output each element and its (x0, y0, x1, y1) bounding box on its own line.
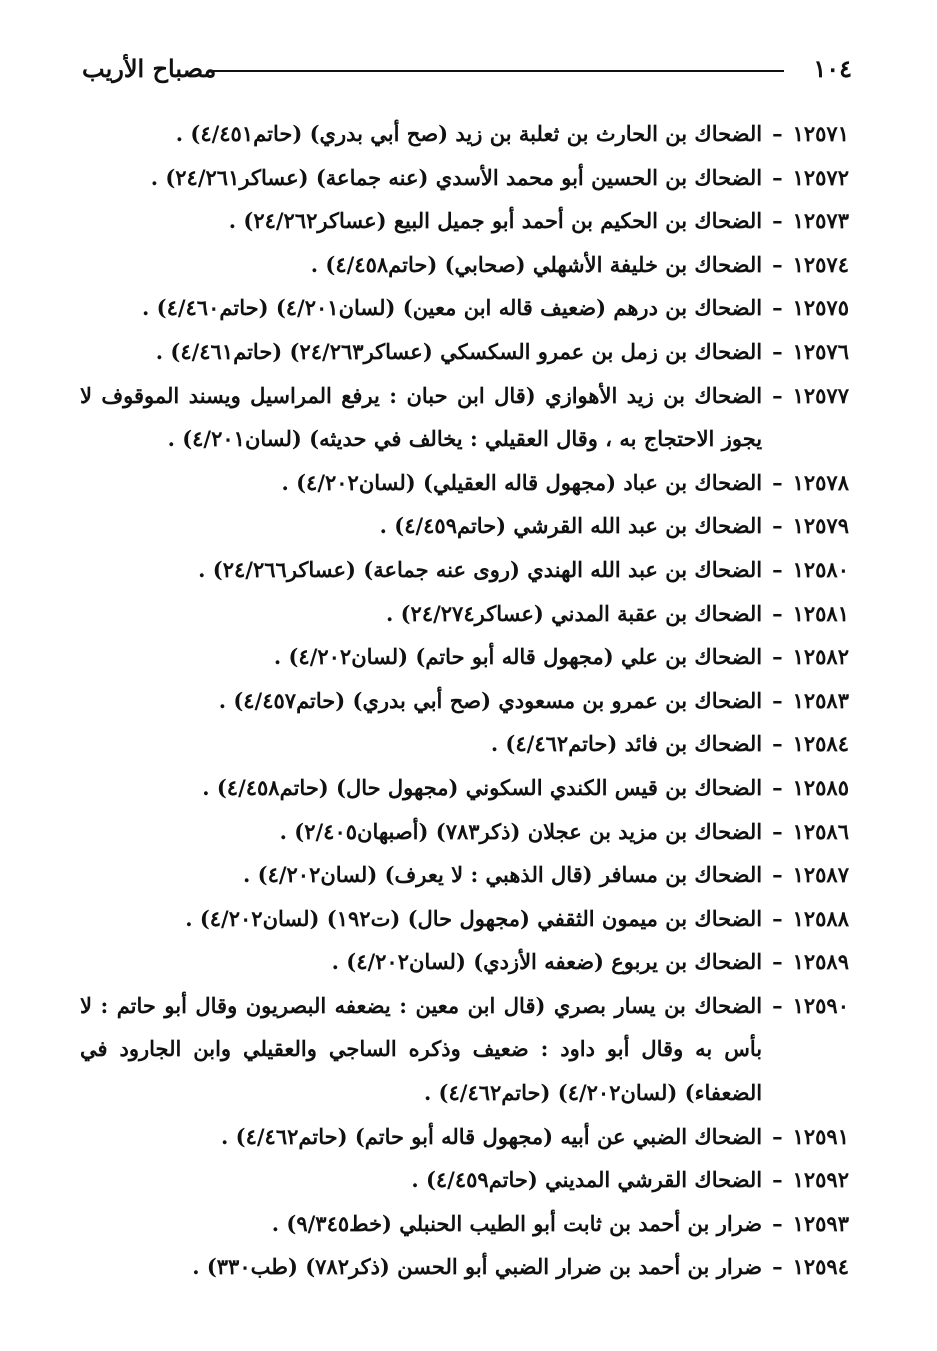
entry-number: ١٢٥٧٧ (792, 382, 849, 408)
entry-number: ١٢٥٧٦ (792, 338, 849, 364)
entry-number: ١٢٥٨٣ (792, 687, 849, 713)
entry (80, 897, 849, 941)
entry (80, 810, 849, 854)
entry-text: الضحاك بن زيد الأهوازي (قال ابن حبان : يرفع المراسيل ويسند الموقوف لا يجوز الاحتجاج به ، وقال العقيلي : يخالف في حديثه) (لسان٤/٢٠١) . (80, 382, 763, 452)
entry-number: ١٢٥٩٣ (792, 1210, 849, 1236)
entry-dash: – (772, 1254, 783, 1280)
entry-number: ١٢٥٩٤ (792, 1254, 849, 1280)
entry-dash: – (772, 513, 783, 539)
entry-dash: – (772, 992, 783, 1018)
entry-text: الضحاك بن قيس الكندي السكوني (مجهول حال) (حاتم٤/٤٥٨) . (202, 774, 763, 800)
entry-dash: – (772, 164, 783, 190)
entry-text: الضحاك بن الحكيم بن أحمد أبو جميل البيع (عساكر٢٤/٢٦٢) . (228, 208, 763, 234)
entry-number: ١٢٥٨٧ (792, 862, 849, 888)
entry-dash: – (772, 382, 783, 408)
entry-text: الضحاك بن خليفة الأشهلي (صحابي) (حاتم٤/٤٥٨) . (310, 251, 763, 277)
entry-number: ١٢٥٨٠ (792, 556, 849, 582)
entry-text: الضحاك بن عباد (مجهول قاله العقيلي) (لسان٤/٢٠٢) . (281, 469, 763, 495)
entry-dash: – (772, 1123, 783, 1149)
entry (80, 504, 849, 548)
entry-dash: – (772, 556, 783, 582)
entry-text: الضحاك بن مسافر (قال الذهبي : لا يعرف) (لسان٤/٢٠٢) . (243, 862, 763, 888)
entry-dash: – (772, 251, 783, 277)
entry-number: ١٢٥٧١ (792, 121, 849, 146)
entry (80, 286, 849, 330)
entry-dash: – (772, 295, 783, 321)
entry-text: الضحاك بن فائد (حاتم٤/٤٦٢) . (490, 731, 763, 757)
header-rule (210, 70, 784, 72)
entry-dash: – (772, 121, 783, 146)
entry-dash: – (772, 731, 783, 757)
entry-dash: – (772, 600, 783, 626)
entry-dash: – (772, 818, 783, 844)
entry (80, 548, 849, 592)
entry-text: الضحاك بن علي (مجهول قاله أبو حاتم) (لسان٤/٢٠٢) . (273, 644, 763, 670)
entry (80, 722, 849, 766)
entry-text: الضحاك بن درهم (ضعيف قاله ابن معين) (لسان٤/٢٠١) (حاتم٤/٤٦٠) . (142, 295, 763, 321)
entry (80, 592, 849, 636)
entry-number: ١٢٥٨٤ (792, 731, 849, 757)
entry-text: الضحاك بن الحارث بن ثعلبة بن زيد (صح أبي بدري) (حاتم٤/٤٥١) . (175, 121, 763, 146)
entry-number: ١٢٥٨١ (792, 600, 849, 626)
page-header (82, 50, 852, 90)
entry-text: الضحاك بن عمرو بن مسعودي (صح أبي بدري) (حاتم٤/٤٥٧) . (218, 687, 763, 713)
entry-text: الضحاك بن يسار بصري (قال ابن معين : يضعفه البصريون وقال أبو حاتم : لا بأس به وقال أبو داود : ضعيف وذكره الساجي والعقيلي وابن الجارود في الضعفاء) (لسان٤/٢٠٢) (حاتم٤/٤٦٢) . (80, 992, 763, 1106)
entry-text: الضحاك بن عبد الله الهندي (روى عنه جماعة) (عساكر٢٤/٢٦٦) . (198, 556, 763, 582)
entry-number: ١٢٥٩١ (792, 1123, 849, 1149)
entry-dash: – (772, 469, 783, 495)
entry-dash: – (772, 862, 783, 888)
entry-dash: – (772, 1210, 783, 1236)
entry-dash: – (772, 905, 783, 931)
entry (80, 679, 849, 723)
entry-text: الضحاك بن الحسين أبو محمد الأسدي (عنه جماعة) (عساكر٢٤/٢٦١) . (150, 164, 763, 190)
entry (80, 1245, 849, 1289)
entry-number: ١٢٥٨٢ (792, 644, 849, 670)
entry-number: ١٢٥٧٥ (792, 295, 849, 321)
entry-text: ضرار بن أحمد بن ثابت أبو الطيب الحنبلي (خط٩/٣٤٥) . (271, 1210, 763, 1236)
entry-number: ١٢٥٧٢ (792, 164, 849, 190)
entry (80, 1202, 849, 1246)
entry-number: ١٢٥٧٩ (792, 513, 849, 539)
entry-text: الضحاك الضبي عن أبيه (مجهول قاله أبو حاتم) (حاتم٤/٤٦٢) . (221, 1123, 763, 1149)
entry (80, 984, 849, 1115)
entry-dash: – (772, 644, 783, 670)
entry-dash: – (772, 208, 783, 234)
entry-dash: – (772, 687, 783, 713)
entry-text: الضحاك بن ميمون الثقفي (مجهول حال) (ت١٩٢) (لسان٤/٢٠٢) . (185, 905, 763, 931)
entry-number: ١٢٥٨٥ (792, 774, 849, 800)
entry-number: ١٢٥٩٠ (792, 992, 849, 1018)
entry (80, 374, 849, 461)
entry-number: ١٢٥٧٣ (792, 208, 849, 234)
entry-number: ١٢٥٨٦ (792, 818, 849, 844)
entry (80, 330, 849, 374)
entry-text: الضحاك بن يربوع (ضعفه الأزدي) (لسان٤/٢٠٢) . (331, 949, 763, 975)
entry-number: ١٢٥٩٢ (792, 1167, 849, 1193)
entry-dash: – (772, 949, 783, 975)
entry (80, 635, 849, 679)
entry-list (80, 112, 849, 1289)
entry (80, 199, 849, 243)
entry (80, 766, 849, 810)
entry (80, 853, 849, 897)
entry (80, 461, 849, 505)
entry (80, 156, 849, 200)
entry-number: ١٢٥٨٩ (792, 949, 849, 975)
entry (80, 243, 849, 287)
entry-number: ١٢٥٧٤ (792, 251, 849, 277)
entry-number: ١٢٥٧٨ (792, 469, 849, 495)
entry-text: الضحاك القرشي المديني (حاتم٤/٤٥٩) . (411, 1167, 763, 1193)
entry-text: الضحاك بن عبد الله القرشي (حاتم٤/٤٥٩) . (379, 513, 763, 539)
entry-text: الضحاك بن مزيد بن عجلان (ذكر٧٨٣) (أصبهان٢/٤٠٥) . (279, 818, 763, 844)
entry-dash: – (772, 774, 783, 800)
page-number: ١٠٤ (813, 54, 852, 83)
entry-number: ١٢٥٨٨ (792, 905, 849, 931)
entry-text: الضحاك بن عقبة المدني (عساكر٢٤/٢٧٤) . (385, 600, 763, 626)
entry-text: ضرار بن أحمد بن ضرار الضبي أبو الحسن (ذكر٧٨٢) (طب٣٣٠) . (192, 1254, 763, 1280)
entry (80, 112, 849, 156)
entry (80, 1115, 849, 1159)
running-title: مصباح الأريب (82, 54, 217, 83)
entry (80, 940, 849, 984)
entry-dash: – (772, 338, 783, 364)
entry (80, 1158, 849, 1202)
entry-text: الضحاك بن زمل بن عمرو السكسكي (عساكر٢٤/٢٦٣) (حاتم٤/٤٦١) . (155, 338, 763, 364)
entry-dash: – (772, 1167, 783, 1193)
